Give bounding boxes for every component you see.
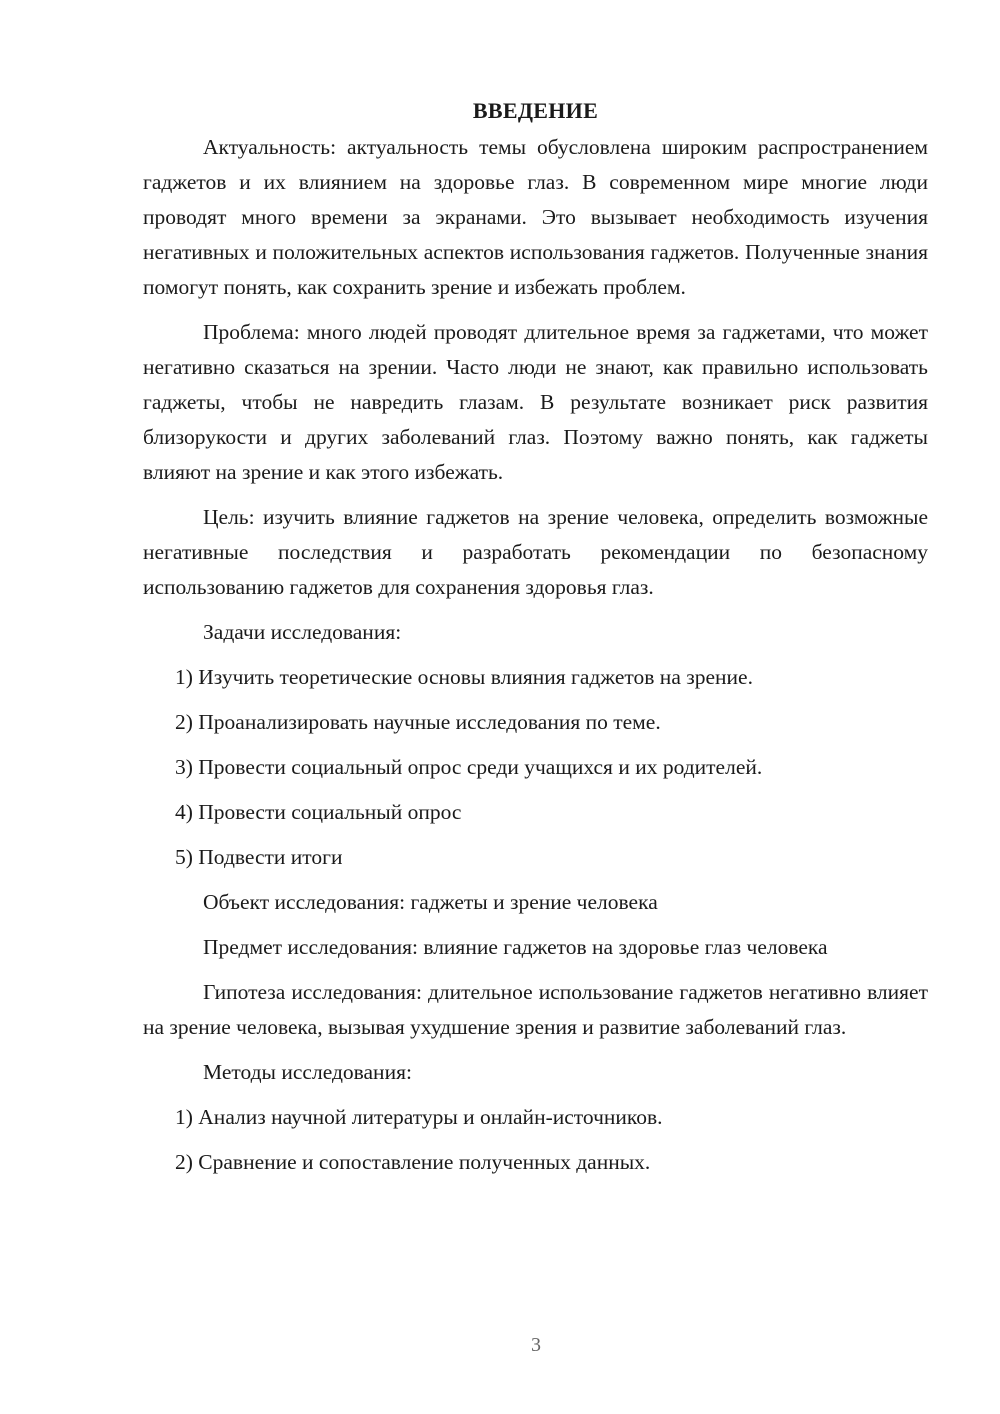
list-item: 1) Изучить теоретические основы влияния гаджетов на зрение. [175, 665, 753, 689]
tasks-heading: Задачи исследования: [203, 620, 402, 644]
paragraph-object: Объект исследования: гаджеты и зрение человека [203, 890, 658, 914]
tasks-list [143, 660, 928, 875]
list-item: 1) Анализ научной литературы и онлайн-источников. [175, 1105, 663, 1129]
list-item: 3) Провести социальный опрос среди учащихся и их родителей. [175, 755, 763, 779]
paragraph-subject: Предмет исследования: влияние гаджетов на здоровье глаз человека [203, 935, 828, 959]
paragraph-hypothesis: Гипотеза исследования: длительное использование гаджетов негативно влияет на зрение человека, вызывая ухудшение зрения и развитие заболеваний глаз. [143, 980, 928, 1039]
document-page [143, 96, 928, 1190]
list-item: 5) Подвести итоги [175, 845, 343, 869]
paragraph-problem: Проблема: много людей проводят длительное время за гаджетами, что может негативно сказаться на зрении. Часто люди не знают, как правильно использовать гаджеты, чтобы не навредить глазам. В результате возникает риск развития близорукости и других заболеваний глаз. Поэтому важно понять, как гаджеты влияют на зрение и как этого избежать. [143, 320, 928, 484]
list-item: 2) Сравнение и сопоставление полученных данных. [175, 1150, 651, 1174]
list-item: 4) Провести социальный опрос [175, 800, 462, 824]
page-number: 3 [531, 1334, 541, 1356]
paragraph-relevance: Актуальность: актуальность темы обусловлена широким распространением гаджетов и их влиянием на здоровье глаз. В современном мире многие люди проводят много времени за экранами. Это вызывает необходимость изучения негативных и положительных аспектов использования гаджетов. Полученные знания помогут понять, как сохранить зрение и избежать проблем. [143, 135, 928, 299]
list-item: 2) Проанализировать научные исследования по теме. [175, 710, 661, 734]
methods-list [143, 1100, 928, 1180]
paragraph-goal: Цель: изучить влияние гаджетов на зрение человека, определить возможные негативные последствия и разработать рекомендации по безопасному использованию гаджетов для сохранения здоровья глаз. [143, 505, 928, 599]
page-title: ВВЕДЕНИЕ [472, 98, 599, 123]
methods-heading: Методы исследования: [203, 1060, 412, 1084]
